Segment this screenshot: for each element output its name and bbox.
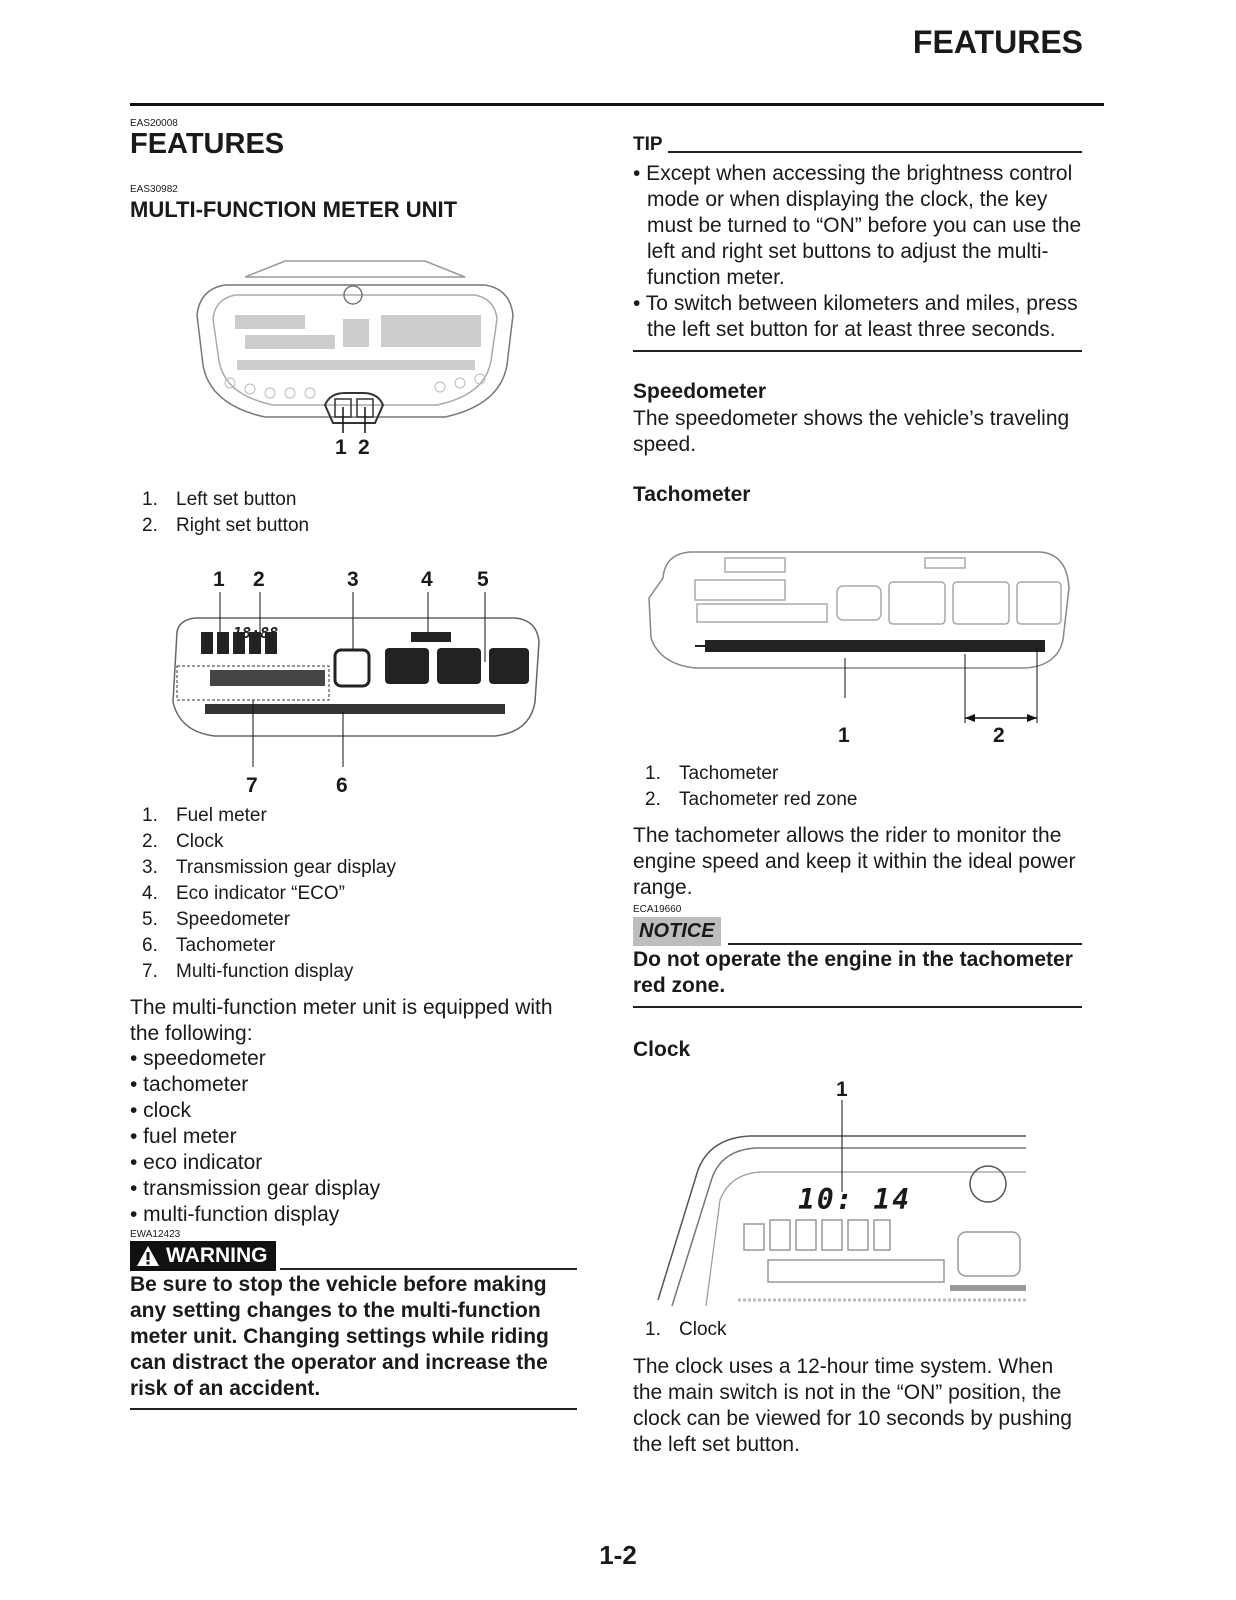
list-item: • transmission gear display bbox=[130, 1177, 381, 1200]
notice-rule bbox=[728, 943, 1082, 945]
fig4-callout-1: 1 bbox=[836, 1078, 848, 1101]
running-header-title: FEATURES bbox=[912, 24, 1083, 60]
fig2-callout-3: 3 bbox=[347, 568, 359, 591]
page-number: 1-2 bbox=[599, 1540, 637, 1570]
list-item: • clock bbox=[130, 1099, 192, 1122]
subsection-code: EAS30982 bbox=[130, 184, 178, 195]
fig2-legend bbox=[130, 803, 396, 985]
warning-code: EWA12423 bbox=[130, 1229, 181, 1240]
clock-title: Clock bbox=[633, 1038, 691, 1061]
list-item: • multi-function display bbox=[130, 1203, 340, 1226]
clock-text: The clock uses a 12-hour time system. When the main switch is not in the “ON” position, the clock can be viewed for 10 seconds by pushing the left set button. bbox=[633, 1355, 1072, 1456]
list-item: 1. Tachometer bbox=[645, 763, 779, 784]
list-item: 2. Right set button bbox=[142, 515, 310, 536]
figure-display-diagram bbox=[165, 592, 545, 772]
list-item: 6. Tachometer bbox=[142, 935, 276, 956]
list-item: • fuel meter bbox=[130, 1125, 237, 1148]
fig2-callout-7: 7 bbox=[246, 774, 258, 797]
list-item: • speedometer bbox=[130, 1047, 266, 1070]
fig4-legend bbox=[633, 1317, 727, 1343]
figure-tachometer bbox=[645, 548, 1075, 728]
list-item: 4. Eco indicator “ECO” bbox=[142, 883, 345, 904]
warning-triangle-icon bbox=[136, 1245, 160, 1267]
tip-label: TIP bbox=[633, 134, 663, 155]
speedometer-text: The speedometer shows the vehicle’s traveling speed. bbox=[633, 407, 1070, 456]
fig2-callout-2: 2 bbox=[253, 568, 265, 591]
fig2-callout-4: 4 bbox=[421, 568, 433, 591]
fig1-callout-2: 2 bbox=[358, 436, 370, 459]
tip-end-rule bbox=[633, 350, 1082, 352]
list-item: 1. Clock bbox=[645, 1319, 727, 1340]
fig3-callout-2: 2 bbox=[993, 724, 1005, 747]
figure-meter-unit bbox=[185, 255, 525, 465]
tachometer-text: The tachometer allows the rider to monitor the engine speed and keep it within the ideal power range. bbox=[633, 824, 1076, 899]
fig2-callout-6: 6 bbox=[336, 774, 348, 797]
notice-end-rule bbox=[633, 1006, 1082, 1008]
list-item: 7. Multi-function display bbox=[142, 961, 354, 982]
tip-rule bbox=[668, 151, 1082, 153]
clock-time-readout: 10: 14 bbox=[798, 1183, 912, 1216]
warning-badge: WARNING bbox=[130, 1241, 276, 1271]
notice-code: ECA19660 bbox=[633, 904, 682, 915]
section-code: EAS20008 bbox=[130, 118, 178, 129]
speedometer-title: Speedometer bbox=[633, 380, 767, 403]
warning-text: Be sure to stop the vehicle before making any setting changes to the multi-function meter unit. Changing settings while riding can distract the operator and increase the risk of an accident. bbox=[130, 1273, 549, 1400]
warning-rule bbox=[280, 1268, 577, 1270]
fig3-callout-1: 1 bbox=[838, 724, 850, 747]
list-item: 2. Clock bbox=[142, 831, 224, 852]
fig2-callout-5: 5 bbox=[477, 568, 489, 591]
svg-text:18:88: 18:88 bbox=[233, 624, 279, 642]
warning-end-rule bbox=[130, 1408, 577, 1410]
fig1-callout-1: 1 bbox=[335, 436, 347, 459]
notice-text: Do not operate the engine in the tachometer red zone. bbox=[633, 948, 1073, 997]
tachometer-title: Tachometer bbox=[633, 483, 751, 506]
list-item: 5. Speedometer bbox=[142, 909, 291, 930]
notice-badge: NOTICE bbox=[633, 917, 721, 946]
section-title: FEATURES bbox=[130, 128, 285, 160]
tip-text: • Except when accessing the brightness control mode or when displaying the clock, the key must be turned to “ON” before you can use the left and right set buttons to adjust the multi- function meter. • To switch between kilometers and miles, press the left set button for at least three seconds. bbox=[633, 162, 1082, 341]
list-item: 1. Left set button bbox=[142, 489, 297, 510]
subsection-title: MULTI-FUNCTION METER UNIT bbox=[130, 197, 458, 222]
list-item: 3. Transmission gear display bbox=[142, 857, 396, 878]
list-item: 1. Fuel meter bbox=[142, 805, 267, 826]
fig1-legend bbox=[130, 487, 309, 539]
header-rule bbox=[130, 103, 1104, 106]
equipment-list bbox=[130, 1046, 380, 1228]
list-item: • eco indicator bbox=[130, 1151, 263, 1174]
fig3-legend bbox=[633, 761, 858, 813]
list-item: 2. Tachometer red zone bbox=[645, 789, 858, 810]
fig2-callout-1: 1 bbox=[213, 568, 225, 591]
list-item: • tachometer bbox=[130, 1073, 249, 1096]
intro-paragraph: The multi-function meter unit is equipped with the following: bbox=[130, 996, 553, 1045]
